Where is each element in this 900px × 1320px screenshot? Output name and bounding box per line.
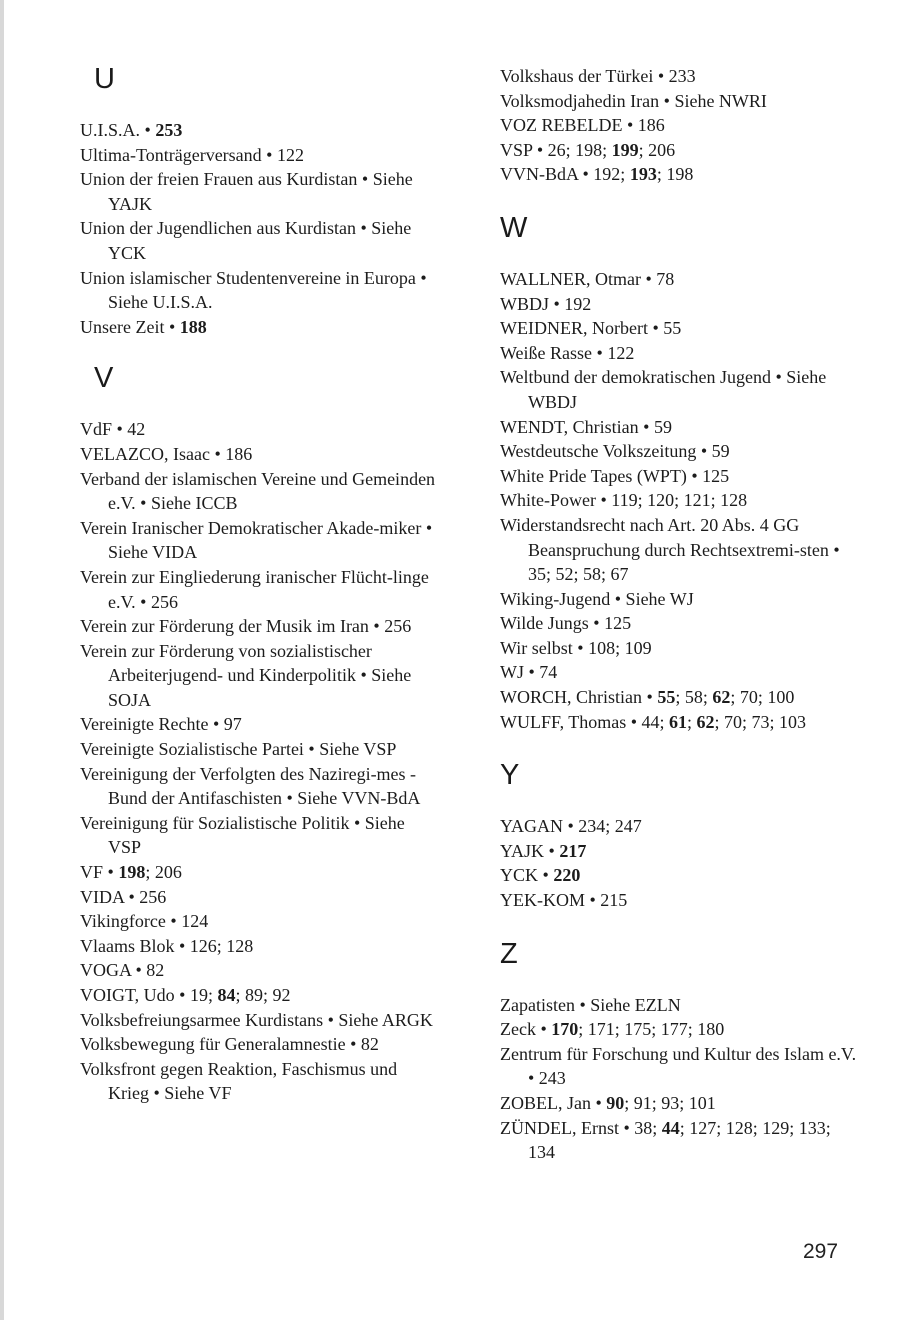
entry-text: YEK-KOM • 215: [500, 890, 628, 911]
entry-text: WULFF, Thomas • 44;: [500, 711, 670, 732]
entry-text: WEIDNER, Norbert • 55: [500, 318, 682, 339]
entry-page-bold: 90: [606, 1093, 625, 1113]
entry-text: YAGAN • 234; 247: [500, 816, 642, 837]
section-letter: V: [94, 362, 114, 395]
index-entry: [80, 1032, 440, 1057]
entry-text: Volkshaus der Türkei • 233: [500, 66, 696, 86]
index-entry: [500, 138, 860, 163]
entry-text: ; 206: [145, 862, 182, 883]
entry-text: ; 89; 92: [235, 985, 291, 1005]
entry-page-bold: 198: [118, 862, 146, 883]
entry-text: Zentrum für Forschung und Kultur des Islam e.V. • 243: [500, 1043, 857, 1089]
index-entry: [80, 167, 440, 216]
entry-text: ZOBEL, Jan •: [500, 1093, 607, 1113]
entry-text: White Pride Tapes (WPT) • 125: [500, 465, 730, 486]
index-entry: [500, 89, 860, 114]
index-entry: [80, 118, 440, 143]
index-section-w: [500, 211, 860, 734]
index-entry: [500, 863, 860, 888]
index-entry: [500, 839, 860, 864]
index-entry: [500, 1042, 860, 1091]
index-entry: [500, 1017, 860, 1042]
entry-text: ZÜNDEL, Ernst • 38;: [500, 1117, 662, 1138]
entry-text: Zapatisten • Siehe EZLN: [500, 994, 681, 1015]
index-entry: [80, 983, 440, 1008]
entry-text: VF •: [80, 862, 119, 883]
section-letter: W: [500, 211, 528, 244]
entry-text: Wiking-Jugend • Siehe WJ: [500, 588, 694, 609]
entry-text: Beanspruchung durch Rechtsextremi-sten • 35; 52; 58; 67: [528, 539, 840, 585]
index-entry: [500, 341, 860, 366]
index-entry: [80, 1057, 440, 1106]
entry-page-bold: 62: [696, 711, 715, 732]
entry-text: Union der Jugendlichen aus Kurdistan • Siehe YCK: [80, 218, 412, 263]
entry-text: ; 206: [638, 139, 676, 160]
section-letter: U: [94, 63, 115, 95]
entry-text: Unsere Zeit •: [80, 316, 180, 337]
entry-text: ;: [687, 711, 697, 732]
entry-text: ; 198: [656, 164, 694, 185]
index-entry: [80, 934, 440, 959]
index-entry: [500, 464, 860, 489]
entry-text: Volksmodjahedin Iran • Siehe NWRI: [500, 90, 767, 111]
page-number: 297: [803, 1240, 839, 1263]
index-entry: [500, 611, 860, 636]
section-letter: Y: [500, 759, 520, 792]
index-entry: [500, 710, 860, 735]
index-entry: [80, 958, 440, 983]
index-entry: [500, 513, 860, 538]
entry-list-continued: [500, 64, 860, 187]
entry-text: VVN-BdA • 192;: [500, 164, 630, 185]
entry-text: WALLNER, Otmar • 78: [500, 268, 675, 289]
entry-list: [500, 993, 860, 1165]
section-letter: Z: [500, 937, 518, 970]
index-section-v: [80, 361, 440, 1106]
entry-text: Vlaams Blok • 126; 128: [80, 935, 254, 956]
entry-page-bold: 170: [551, 1019, 579, 1040]
entry-page-bold: 217: [559, 840, 587, 861]
entry-page-bold: 199: [611, 139, 639, 160]
entry-text: Verein zur Förderung der Musik im Iran • 256: [80, 616, 412, 637]
index-entry: [80, 1008, 440, 1033]
index-entry: [80, 639, 440, 713]
index-entry: [80, 885, 440, 910]
entry-text: WENDT, Christian • 59: [500, 416, 672, 437]
entry-page-bold: 220: [553, 865, 581, 886]
index-entry: [80, 909, 440, 934]
index-entry: [80, 417, 440, 442]
index-section-u: [80, 62, 440, 339]
entry-text: WBDJ • 192: [500, 293, 592, 314]
entry-text: Volksbewegung für Generalamnestie • 82: [80, 1034, 379, 1055]
index-entry: [500, 587, 860, 612]
entry-text: Verein zur Eingliederung iranischer Flücht-linge e.V. • 256: [80, 566, 429, 612]
index-entry: [500, 888, 860, 913]
index-entry: [80, 216, 440, 265]
index-entry: [80, 442, 440, 467]
entry-text: Widerstandsrecht nach Art. 20 Abs. 4 GG: [500, 514, 800, 535]
index-entry: [500, 113, 860, 138]
index-entry: [500, 660, 860, 685]
entry-text: YCK •: [500, 865, 554, 886]
entry-text: Volksbefreiungsarmee Kurdistans • Siehe ARGK: [80, 1009, 433, 1030]
page-edge: [0, 0, 4, 1320]
index-entry: [80, 143, 440, 168]
index-entry: [80, 516, 440, 565]
entry-page-bold: 61: [669, 711, 688, 732]
entry-text: Ultima-Tonträgerversand • 122: [80, 144, 304, 165]
entry-text: Vikingforce • 124: [80, 911, 209, 932]
index-section-z: [500, 937, 860, 1165]
index-entry: [500, 993, 860, 1018]
entry-list: [80, 118, 440, 339]
entry-text: Zeck •: [500, 1019, 552, 1040]
entry-text: Weltbund der demokratischen Jugend • Siehe WBDJ: [500, 367, 827, 412]
index-entry: [500, 439, 860, 464]
entry-text: ; 70; 73; 103: [714, 711, 807, 732]
entry-text: Vereinigung der Verfolgten des Naziregi-mes - Bund der Antifaschisten • Siehe VVN-BdA: [80, 763, 421, 809]
entry-text: ; 127; 128; 129; 133; 134: [528, 1117, 831, 1163]
entry-text: Volksfront gegen Reaktion, Faschismus und Krieg • Siehe VF: [80, 1058, 398, 1104]
index-entry: [80, 565, 440, 614]
index-entry: [500, 814, 860, 839]
entry-text: Westdeutsche Volkszeitung • 59: [500, 441, 730, 462]
index-entry: [500, 267, 860, 292]
entry-text: White-Power • 119; 120; 121; 128: [500, 490, 748, 511]
entry-text: Vereinigte Sozialistische Partei • Siehe VSP: [80, 739, 397, 760]
index-entry: [500, 1091, 860, 1116]
index-entry: [500, 538, 860, 587]
entry-text: Vereinigte Rechte • 97: [80, 714, 242, 735]
entry-text: VOZ REBELDE • 186: [500, 115, 665, 136]
entry-text: VOIGT, Udo • 19;: [80, 985, 218, 1005]
entry-page-bold: 55: [657, 687, 676, 708]
entry-list: [500, 267, 860, 734]
entry-text: Vereinigung für Sozialistische Politik • Siehe VSP: [80, 812, 405, 858]
entry-text: ; 91; 93; 101: [624, 1093, 716, 1113]
index-entry: [500, 685, 860, 710]
index-entry: [500, 636, 860, 661]
entry-text: Wir selbst • 108; 109: [500, 637, 652, 658]
index-entry: [500, 64, 860, 89]
entry-text: Union der freien Frauen aus Kurdistan • Siehe YAJK: [80, 169, 413, 214]
index-column-right: [500, 64, 860, 1165]
index-entry: [80, 762, 440, 811]
entry-page-bold: 193: [629, 164, 657, 185]
entry-text: WJ • 74: [500, 662, 558, 683]
entry-text: Verein zur Förderung von sozialistischer Arbeiterjugend- und Kinderpolitik • Siehe SOJA: [80, 640, 412, 710]
entry-text: YAJK •: [500, 840, 560, 861]
entry-text: Verband der islamischen Vereine und Gemeinden e.V. • Siehe ICCB: [80, 468, 436, 514]
index-entry: [80, 811, 440, 860]
index-entry: [80, 467, 440, 516]
entry-text: VdF • 42: [80, 419, 146, 440]
entry-text: ; 58;: [675, 687, 713, 708]
index-entry: [80, 860, 440, 885]
entry-page-bold: 84: [217, 985, 236, 1005]
entry-list: [500, 814, 860, 912]
entry-text: VELAZCO, Isaac • 186: [80, 443, 253, 464]
index-entry: [80, 614, 440, 639]
index-entry: [80, 712, 440, 737]
entry-text: VOGA • 82: [80, 960, 165, 981]
entry-text: VIDA • 256: [80, 886, 167, 907]
index-entry: [500, 415, 860, 440]
index-section-y: [500, 758, 860, 912]
entry-text: WORCH, Christian •: [500, 687, 658, 708]
entry-text: Union islamischer Studentenvereine in Europa • Siehe U.I.S.A.: [80, 267, 427, 313]
entry-page-bold: 188: [179, 316, 207, 337]
entry-page-bold: 44: [661, 1117, 680, 1138]
index-entry: [500, 292, 860, 317]
entry-text: ; 171; 175; 177; 180: [578, 1019, 725, 1040]
index-entry: [500, 162, 860, 187]
entry-text: VSP • 26; 198;: [500, 139, 612, 160]
entry-text: Verein Iranischer Demokratischer Akade-miker • Siehe VIDA: [80, 517, 433, 563]
index-entry: [80, 737, 440, 762]
entry-list: [80, 417, 440, 1106]
index-entry: [80, 266, 440, 315]
entry-text: ; 70; 100: [730, 687, 795, 708]
entry-text: Wilde Jungs • 125: [500, 613, 632, 634]
index-entry: [80, 315, 440, 340]
index-entry: [500, 1116, 860, 1165]
entry-text: U.I.S.A. •: [80, 120, 156, 140]
entry-page-bold: 253: [155, 120, 183, 140]
entry-text: Weiße Rasse • 122: [500, 342, 635, 363]
entry-page-bold: 62: [712, 687, 731, 708]
index-entry: [500, 488, 860, 513]
index-entry: [500, 316, 860, 341]
index-column-left: [80, 58, 440, 1106]
index-entry: [500, 365, 860, 414]
